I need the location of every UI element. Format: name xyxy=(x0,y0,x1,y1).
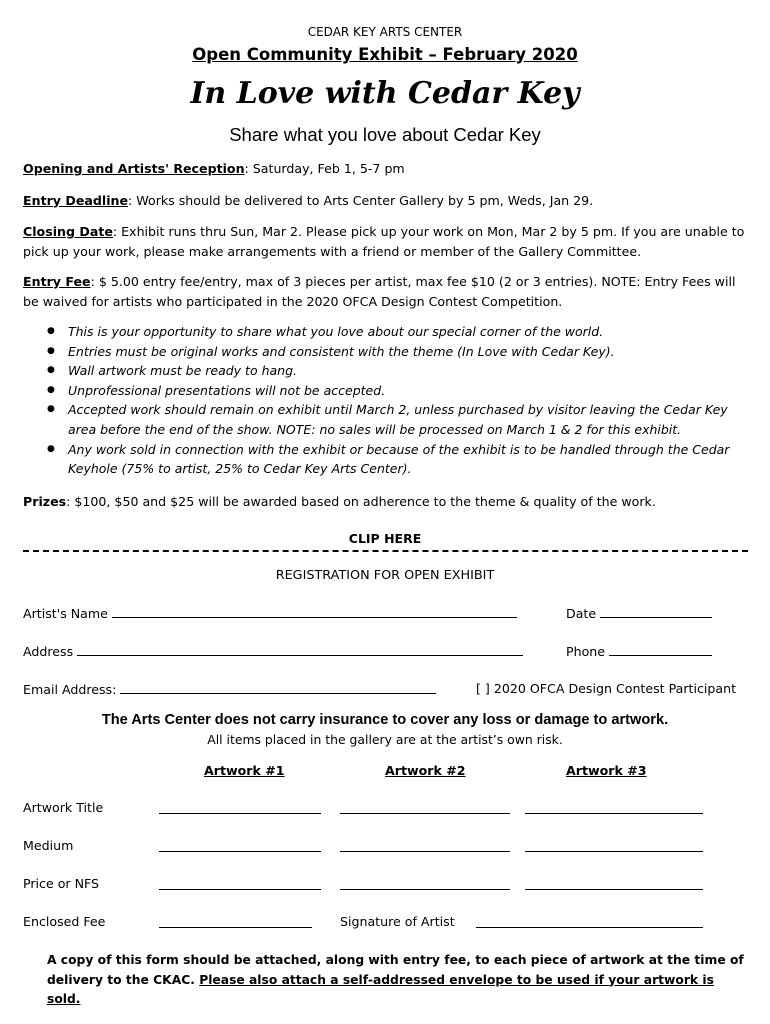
artist-name-field[interactable] xyxy=(23,605,517,621)
artwork-3-title-line[interactable] xyxy=(525,801,703,814)
rules-list xyxy=(23,322,758,479)
artwork-title-label: Artwork Title xyxy=(23,800,104,815)
artwork-2-title-line[interactable] xyxy=(340,801,510,814)
price-label: Price or NFS xyxy=(23,876,100,891)
closing-label: Closing Date xyxy=(23,224,113,239)
footer-underlined: Please also attach a self-addressed envelope to be used if your artwork is sold. xyxy=(47,972,714,1006)
org-name: CEDAR KEY ARTS CENTER xyxy=(307,25,463,39)
date-field[interactable] xyxy=(566,605,712,621)
deadline-text: : Works should be delivered to Arts Center Gallery by 5 pm, Weds, Jan 29. xyxy=(128,193,594,208)
address-line[interactable] xyxy=(77,643,523,656)
artwork-1-medium-line[interactable] xyxy=(159,839,321,852)
phone-label: Phone xyxy=(566,644,606,659)
phone-line[interactable] xyxy=(609,643,712,656)
rules-list-item: ● This is your opportunity to share what you love about our special corner of the world. xyxy=(68,322,758,342)
rules-list-item: ● Any work sold in connection with the exhibit or because of the exhibit is to be handled through the Cedar Keyhole (75% to artist, 25% to Cedar Key Arts Center). xyxy=(68,440,758,479)
rules-list-item: ● Accepted work should remain on exhibit until March 2, unless purchased by visitor leaving the Cedar Key area before the end of the show. NOTE: no sales will be processed on March 1 & 2 for this exhibit. xyxy=(68,400,758,439)
prizes-text: : $100, $50 and $25 will be awarded based on adherence to the theme & quality of the work. xyxy=(66,494,656,509)
page-subtitle: Share what you love about Cedar Key xyxy=(229,124,541,145)
artwork-1-price-line[interactable] xyxy=(159,877,321,890)
prizes xyxy=(23,492,753,512)
artwork-1-header: Artwork #1 xyxy=(204,763,285,778)
email-line[interactable] xyxy=(120,681,436,694)
footer-note xyxy=(47,951,747,1010)
rules-list-item: ● Wall artwork must be ready to hang. xyxy=(68,361,758,381)
phone-field[interactable] xyxy=(566,643,712,659)
date-line[interactable] xyxy=(600,605,712,618)
clip-label: CLIP HERE xyxy=(348,531,422,546)
opening-text: : Saturday, Feb 1, 5-7 pm xyxy=(244,161,405,176)
artist-name-label: Artist's Name xyxy=(23,606,108,621)
page-title: In Love with Cedar Key xyxy=(190,76,580,111)
deadline-label: Entry Deadline xyxy=(23,193,129,208)
prizes-label: Prizes xyxy=(23,494,67,509)
signature-line[interactable] xyxy=(476,915,703,928)
fee-text: : $ 5.00 entry fee/entry, max of 3 pieces per artist, max fee $10 (2 or 3 entries). NOTE: Entry Fees will be waived for artists who participated in the 2020 OFCA Design Contest Competition. xyxy=(23,274,736,309)
artwork-3-header: Artwork #3 xyxy=(566,763,647,778)
rules-list-item: ● Unprofessional presentations will not be accepted. xyxy=(68,381,758,401)
email-label: Email Address: xyxy=(23,682,117,697)
insurance-note: All items placed in the gallery are at the artist’s own risk. xyxy=(207,732,563,747)
enclosed-fee-line[interactable] xyxy=(159,915,312,928)
medium-label: Medium xyxy=(23,838,74,853)
enclosed-fee-label: Enclosed Fee xyxy=(23,914,106,929)
artwork-3-price-line[interactable] xyxy=(525,877,703,890)
artwork-2-price-line[interactable] xyxy=(340,877,510,890)
date-label: Date xyxy=(566,606,597,621)
exhibit-title: Open Community Exhibit – February 2020 xyxy=(192,45,578,64)
fee-label: Entry Fee xyxy=(23,274,91,289)
opening-label: Opening and Artists' Reception xyxy=(23,161,245,176)
email-field[interactable] xyxy=(23,681,436,697)
closing-text: : Exhibit runs thru Sun, Mar 2. Please pick up your work on Mon, Mar 2 by 5 pm. If you are unable to pick up your work, please make arrangements with a friend or member of the Gallery Committee. xyxy=(23,224,745,259)
clip-divider xyxy=(23,550,748,552)
artwork-2-medium-line[interactable] xyxy=(340,839,510,852)
address-label: Address xyxy=(23,644,74,659)
footer-text: A copy of this form should be attached, along with entry fee, to each piece of artwork at the time of delivery to the CKAC. xyxy=(47,953,744,987)
entry-deadline xyxy=(23,191,753,211)
artwork-2-header: Artwork #2 xyxy=(385,763,466,778)
entry-fee xyxy=(23,272,753,312)
artwork-3-medium-line[interactable] xyxy=(525,839,703,852)
insurance-notice: The Arts Center does not carry insurance to cover any loss or damage to artwork. xyxy=(101,712,669,728)
signature-label: Signature of Artist xyxy=(340,914,455,929)
ofca-participant-checkbox[interactable]: [ ] 2020 OFCA Design Contest Participant xyxy=(476,681,737,696)
closing-date xyxy=(23,222,753,262)
address-field[interactable] xyxy=(23,643,523,659)
registration-heading: REGISTRATION FOR OPEN EXHIBIT xyxy=(275,568,495,583)
rules-list-item: ● Entries must be original works and consistent with the theme (In Love with Cedar Key). xyxy=(68,342,758,362)
artwork-1-title-line[interactable] xyxy=(159,801,321,814)
opening-reception xyxy=(23,159,753,179)
artist-name-line[interactable] xyxy=(112,605,517,618)
